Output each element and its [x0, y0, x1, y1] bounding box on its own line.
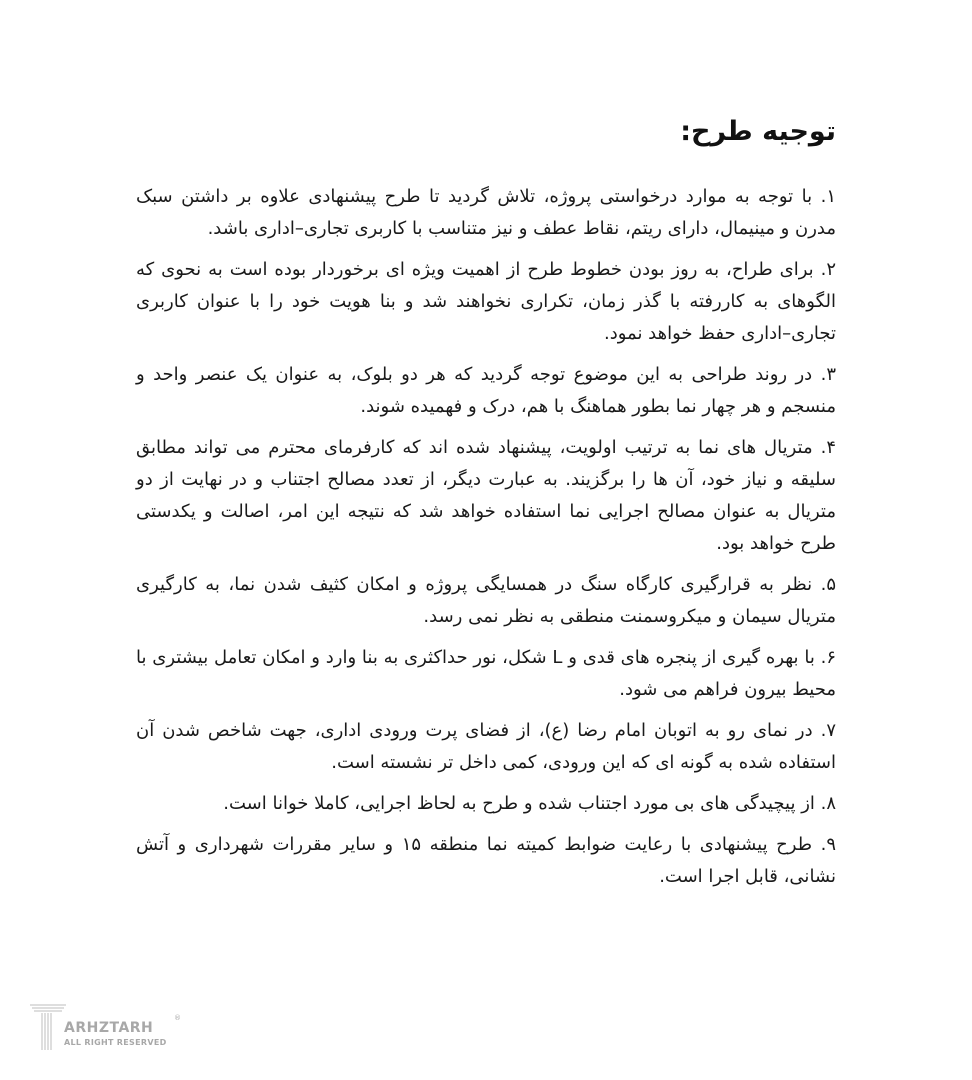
watermark-brand: ARHZTARH [64, 1020, 154, 1036]
document-title: توجیه طرح: [680, 116, 836, 147]
paragraph-5: ۵. نظر به قرارگیری کارگاه سنگ در همسایگی پروژه و امکان کثیف شدن نما، به کارگیری متریال سیمان و میکروسمنت منطقی به نظر نمی رسد. [136, 574, 836, 627]
paragraph-1: ۱. با توجه به موارد درخواستی پروژه، تلاش گردید تا طرح پیشنهادی علاوه بر داشتن سبک مدرن و مینیمال، دارای ریتم، نقاط عطف و نیز متناسب با کاربری تجاری–اداری باشد. [136, 186, 836, 239]
paragraph-6: ۶. با بهره گیری از پنجره های قدی و L شکل، نور حداکثری به بنا وارد و امکان تعامل بیشتری با محیط بیرون فراهم می شود. [136, 647, 836, 700]
paragraph-4: ۴. متریال های نما به ترتیب اولویت، پیشنهاد شده اند که کارفرمای محترم می تواند مطابق سلیقه و نیاز خود، آن ها را برگزیند. به عبارت دیگر، از تعدد مصالح اجتناب و در نهایت از دو متریال به عنوان مصالح اجرایی نما استفاده خواهد شد که نتیجه این امر، اصالت و یکدستی طرح خواهد بود. [136, 437, 836, 554]
document-body [136, 110, 836, 902]
paragraph-2: ۲. برای طراح، به روز بودن خطوط طرح از اهمیت ویژه ای برخوردار بوده است به نحوی که الگوهای به کاررفته با گذر زمان، تکراری نخواهند شد و بنا هویت خود را با عنوان کاربری تجاری–اداری حفظ خواهد نمود. [136, 259, 836, 344]
registered-mark: ® [174, 1014, 181, 1022]
column-logo-icon [28, 1002, 68, 1052]
paragraph-3: ۳. در روند طراحی به این موضوع توجه گردید که هر دو بلوک، به عنوان یک عنصر واحد و منسجم و هر چهار نما بطور هماهنگ با هم، درک و فهمیده شوند. [136, 364, 836, 417]
paragraph-7: ۷. در نمای رو به اتوبان امام رضا (ع)، از فضای پرت ورودی اداری، جهت شاخص شدن آن استفاده شده به گونه ای که این ورودی، کمی داخل تر نشسته است. [136, 720, 836, 773]
paragraph-9: ۹. طرح پیشنهادی با رعایت ضوابط کمیته نما منطقه ۱۵ و سایر مقررات شهرداری و آتش نشانی، قابل اجرا است. [136, 834, 837, 887]
watermark [28, 1002, 188, 1052]
watermark-subtitle: ALL RIGHT RESERVED [64, 1038, 167, 1047]
paragraph-8: ۸. از پیچیدگی های بی مورد اجتناب شده و طرح به لحاظ اجرایی، کاملا خوانا است. [223, 793, 836, 814]
